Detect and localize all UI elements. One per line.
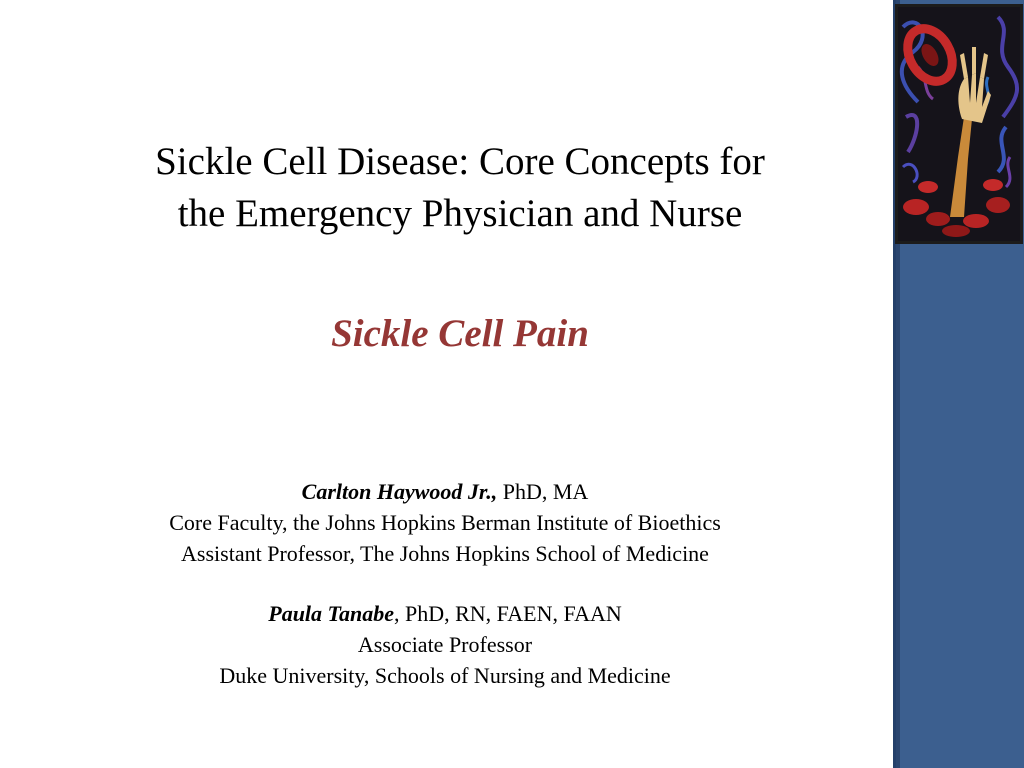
author-2-affiliation-1: Associate Professor [357,632,533,657]
author-1-heading [60,476,830,507]
author-block [60,476,830,691]
author-2-name: Paula Tanabe [268,601,394,626]
slide-subtitle: Sickle Cell Pain [331,312,589,355]
author-1-name: Carlton Haywood Jr., [301,479,498,504]
author-2-credentials: , PhD, RN, FAEN, FAAN [393,601,622,626]
author-2-affiliation-2: Duke University, Schools of Nursing and Medicine [219,663,671,688]
author-2-heading [60,598,830,629]
slide-title [70,136,850,240]
author-1-credentials: PhD, MA [497,479,589,504]
sickle-cell-artwork-icon [895,4,1023,244]
slide-title-line-2: the Emergency Physician and Nurse [177,192,743,235]
author-spacer [60,569,830,598]
author-1-affiliation-1: Core Faculty, the Johns Hopkins Berman Institute of Bioethics [169,510,721,535]
slide-title-line-1: Sickle Cell Disease: Core Concepts for [155,140,765,183]
author-1-affiliation-2: Assistant Professor, The Johns Hopkins School of Medicine [181,541,709,566]
